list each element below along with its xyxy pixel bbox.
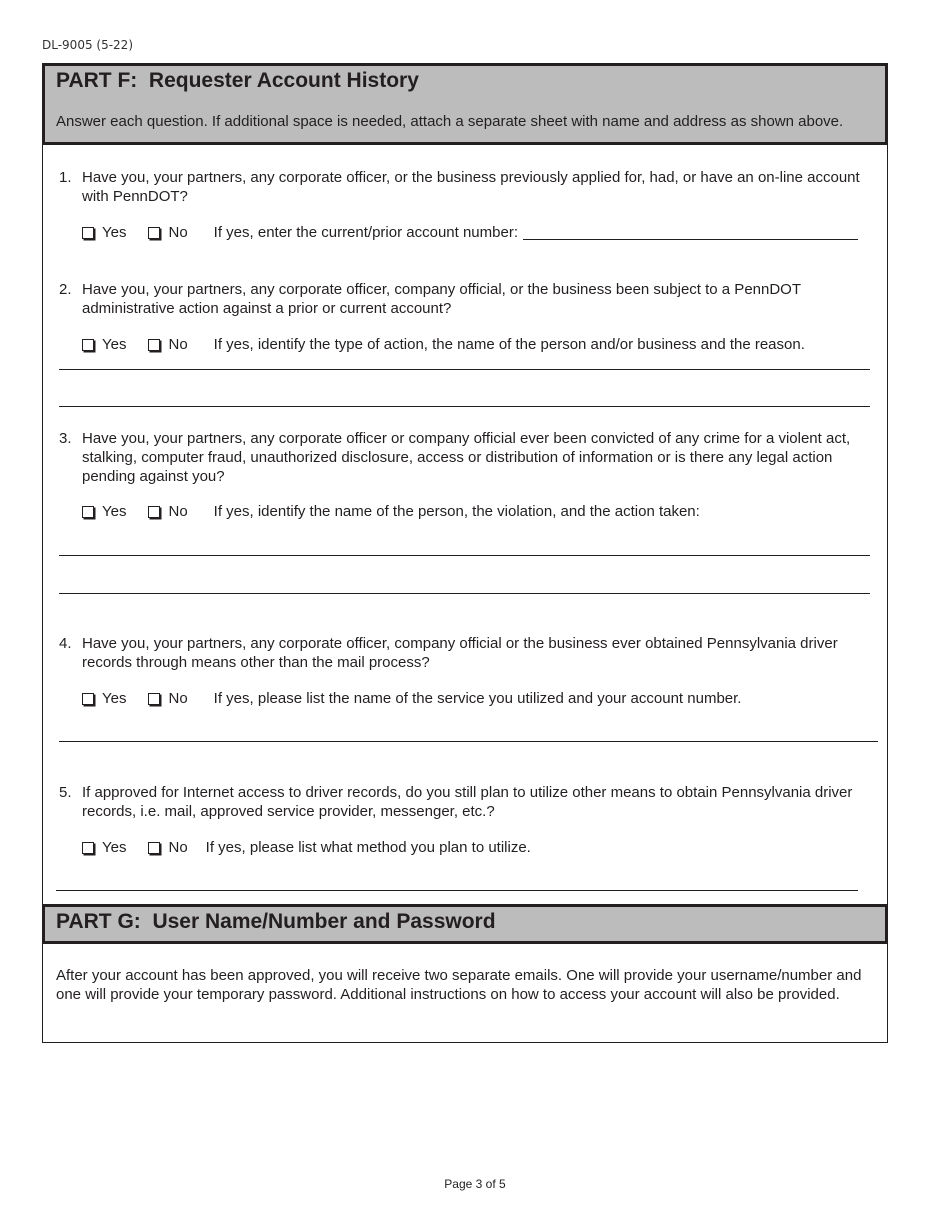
part-f-title: PART F: Requester Account History bbox=[56, 69, 419, 92]
question-3 bbox=[59, 429, 887, 486]
checkbox-icon bbox=[148, 339, 160, 351]
question-number: 4. bbox=[59, 635, 72, 652]
yes-label: Yes bbox=[102, 690, 127, 707]
answer-row-4 bbox=[82, 690, 741, 707]
followup-text: If yes, identify the name of the person, the violation, and the action taken: bbox=[213, 503, 700, 520]
checkbox-icon bbox=[148, 506, 160, 518]
question-number: 5. bbox=[59, 784, 72, 801]
no-label: No bbox=[168, 839, 188, 856]
no-checkbox[interactable] bbox=[148, 336, 187, 353]
question-text: Have you, your partners, any corporate officer or company official ever been convicted of any crime for a violent act, stalking, computer fraud, unauthorized disclosure, access or distribution of information or is there any legal action pending against you? bbox=[82, 430, 851, 485]
no-label: No bbox=[168, 503, 188, 520]
part-f-header bbox=[42, 63, 888, 145]
no-checkbox[interactable] bbox=[148, 224, 187, 241]
yes-checkbox[interactable] bbox=[82, 690, 126, 707]
answer-row-2 bbox=[82, 336, 805, 353]
checkbox-icon bbox=[148, 227, 160, 239]
question-1 bbox=[59, 168, 887, 206]
checkbox-icon bbox=[82, 693, 94, 705]
question-text: Have you, your partners, any corporate officer, or the business previously applied for, had, or have an on-line account with PennDOT? bbox=[82, 169, 860, 205]
checkbox-icon bbox=[82, 227, 94, 239]
yes-label: Yes bbox=[102, 336, 127, 353]
no-label: No bbox=[168, 690, 188, 707]
followup-text: If yes, please list the name of the service you utilized and your account number. bbox=[213, 690, 742, 707]
answer-line[interactable] bbox=[59, 741, 878, 742]
question-number: 1. bbox=[59, 169, 72, 186]
followup-text: If yes, please list what method you plan to utilize. bbox=[205, 839, 531, 856]
question-number: 3. bbox=[59, 430, 72, 447]
yes-checkbox[interactable] bbox=[82, 224, 126, 241]
account-number-field[interactable] bbox=[523, 225, 858, 240]
answer-row-1 bbox=[82, 224, 858, 241]
answer-row-3 bbox=[82, 503, 700, 520]
answer-line[interactable] bbox=[59, 593, 870, 594]
followup-text: If yes, identify the type of action, the name of the person and/or business and the reason. bbox=[213, 336, 805, 353]
question-text: Have you, your partners, any corporate officer, company official or the business ever obtained Pennsylvania driver records through means other than the mail process? bbox=[82, 635, 838, 671]
question-5 bbox=[59, 783, 887, 821]
answer-row-5 bbox=[82, 839, 531, 856]
part-f-instructions: Answer each question. If additional space is needed, attach a separate sheet with name and address as shown above. bbox=[56, 113, 844, 130]
part-g-header bbox=[42, 904, 888, 944]
checkbox-icon bbox=[82, 842, 94, 854]
form-border bbox=[42, 63, 888, 1043]
followup-text: If yes, enter the current/prior account number: bbox=[213, 224, 518, 241]
question-text: If approved for Internet access to driver records, do you still plan to utilize other means to obtain Pennsylvania driver records, i.e. mail, approved service provider, messenger, etc.? bbox=[82, 784, 853, 820]
part-g-title: PART G: User Name/Number and Password bbox=[56, 910, 496, 933]
answer-line[interactable] bbox=[59, 406, 870, 407]
checkbox-icon bbox=[148, 693, 160, 705]
no-checkbox[interactable] bbox=[148, 839, 187, 856]
checkbox-icon bbox=[82, 339, 94, 351]
answer-line[interactable] bbox=[56, 890, 858, 891]
yes-checkbox[interactable] bbox=[82, 503, 126, 520]
yes-checkbox[interactable] bbox=[82, 336, 126, 353]
yes-label: Yes bbox=[102, 839, 127, 856]
yes-label: Yes bbox=[102, 503, 127, 520]
no-checkbox[interactable] bbox=[148, 503, 187, 520]
checkbox-icon bbox=[82, 506, 94, 518]
page-number: Page 3 of 5 bbox=[444, 1177, 506, 1191]
no-label: No bbox=[168, 224, 188, 241]
checkbox-icon bbox=[148, 842, 160, 854]
question-text: Have you, your partners, any corporate officer, company official, or the business been subject to a PennDOT administrative action against a prior or current account? bbox=[82, 281, 801, 317]
form-id: DL-9005 (5-22) bbox=[42, 38, 133, 52]
yes-checkbox[interactable] bbox=[82, 839, 126, 856]
question-number: 2. bbox=[59, 281, 72, 298]
question-2 bbox=[59, 280, 887, 318]
no-checkbox[interactable] bbox=[148, 690, 187, 707]
no-label: No bbox=[168, 336, 188, 353]
answer-line[interactable] bbox=[59, 369, 870, 370]
part-g-body: After your account has been approved, you will receive two separate emails. One will provide your username/number and one will provide your temporary password. Additional instructions on how to access your account will also be provided. bbox=[56, 967, 862, 1003]
answer-line[interactable] bbox=[59, 555, 870, 556]
yes-label: Yes bbox=[102, 224, 127, 241]
question-4 bbox=[59, 634, 887, 672]
